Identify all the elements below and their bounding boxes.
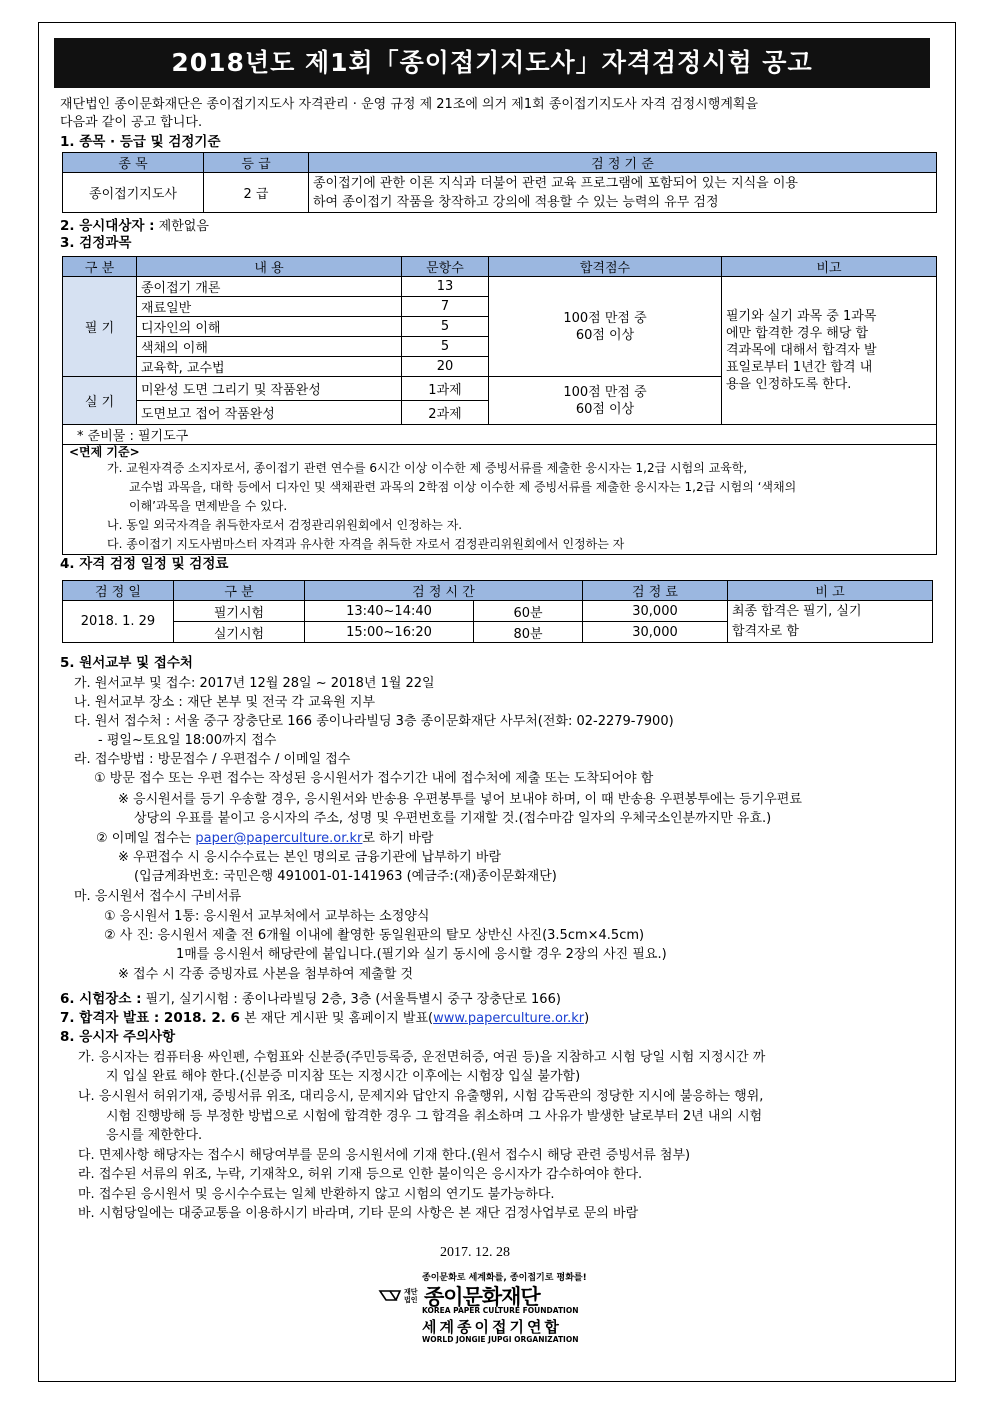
section-5-heading: 5. 원서교부 및 접수처 xyxy=(60,655,193,671)
subject-name: 교육학, 교수법 xyxy=(137,357,402,377)
exam-kind: 실기시험 xyxy=(174,622,305,643)
col-header: 검 정 기 준 xyxy=(309,153,937,173)
s8-line: 라. 접수된 서류의 위조, 누락, 기재착오, 허위 기재 등으로 인한 불이익은 응시자가 감수하여야 한다. xyxy=(78,1167,643,1182)
subject-count: 13 xyxy=(402,277,489,297)
s5-line: 다. 원서 접수처 : 서울 중구 장충단로 166 종이나라빌딩 3층 종이문화재단 사무처(전화: 02-2279-7900) xyxy=(74,714,674,729)
exam-time: 13:40~14:40 xyxy=(305,601,474,622)
logo-english-2: WORLD JONGIE JUPGI ORGANIZATION xyxy=(422,1335,579,1344)
s8-line: 지 입실 완료 해야 한다.(신분증 미지참 또는 지정시간 이후에는 시험장 입실 불가함) xyxy=(106,1069,581,1084)
col-header: 종 목 xyxy=(63,153,204,173)
col-header: 합격점수 xyxy=(489,257,722,277)
subject-note: 필기와 실기 과목 중 1과목 에만 합격한 경우 해당 합 격과목에 대해서 합격자 발 표일로부터 1년간 합격 내 용을 인정하도록 한다. xyxy=(722,277,937,425)
col-header: 구 분 xyxy=(63,257,137,277)
s8-line: 나. 응시원서 허위기재, 증빙서류 위조, 대리응시, 문제지와 답안지 유출행위, 시험 감독관의 정당한 지시에 불응하는 행위, xyxy=(78,1089,764,1104)
exam-duration: 60분 xyxy=(474,601,583,622)
col-header: 문항수 xyxy=(402,257,489,277)
page-title: 2018년도 제1회「종이접기지도사」자격검정시험 공고 xyxy=(54,38,930,88)
subject-name: 디자인의 이해 xyxy=(137,317,402,337)
section-6: 6. 시험장소 : 필기, 실기시험 : 종이나라빌딩 2층, 3층 (서울특별시 중구 장충단로 166) xyxy=(60,991,561,1007)
s8-line: 다. 면제사항 해당자는 접수시 해당여부를 문의 응시원서에 기재 한다.(원서 접수시 해당 관련 증빙서류 첨부) xyxy=(78,1148,691,1163)
subject-count: 5 xyxy=(402,317,489,337)
subject-name: 미완성 도면 그리기 및 작품완성 xyxy=(137,377,402,401)
exemption-item: 나. 동일 외국자격을 취득한자로서 검정관리위원회에서 인정하는 자. xyxy=(107,518,463,532)
s8-line: 바. 시험당일에는 대중교통을 이용하시기 바라며, 기타 문의 사항은 본 재단 검정사업부로 문의 바람 xyxy=(78,1206,639,1221)
s5-line: - 평일~토요일 18:00까지 접수 xyxy=(98,733,277,748)
section-2: 2. 응시대상자 : 제한없음 xyxy=(60,218,209,234)
notice-date: 2017. 12. 28 xyxy=(440,1245,510,1260)
s8-line: 마. 접수된 응시원서 및 응시수수료는 일체 반환하지 않고 시험의 연기도 불가능하다. xyxy=(78,1187,555,1202)
subject-name: 색채의 이해 xyxy=(137,337,402,357)
subject-count: 5 xyxy=(402,337,489,357)
cell-grade: 2 급 xyxy=(204,173,309,213)
intro-line-1: 재단법인 종이문화재단은 종이접기지도사 자격관리 · 운영 규정 제 21조에 의거 제1회 종이접기지도사 자격 검정시행계획을 xyxy=(60,97,759,112)
section-8-heading: 8. 응시자 주의사항 xyxy=(60,1029,176,1045)
email-link[interactable]: paper@paperculture.or.kr xyxy=(195,831,363,846)
s5-line: ② 사 진: 응시원서 제출 전 6개월 이내에 촬영한 동일원판의 탈모 상반신 사진(3.5cm×4.5cm) xyxy=(104,928,645,943)
section-7: 7. 합격자 발표 : 2018. 2. 6 본 재단 게시판 및 홈페이지 발표(www.paperculture.or.kr) xyxy=(60,1010,590,1026)
s8-line: 시험 진행방해 등 부정한 방법으로 시험에 합격한 경우 그 합격을 취소하며 그 사유가 발생한 날로부터 2년 내의 시험 xyxy=(106,1109,763,1124)
s5-line: 1매를 응시원서 해당란에 붙입니다.(필기와 실기 동시에 응시할 경우 2장의 사진 필요.) xyxy=(176,947,667,962)
exam-duration: 80분 xyxy=(474,622,583,643)
s5-line: 가. 원서교부 및 접수: 2017년 12월 28일 ~ 2018년 1월 22일 xyxy=(74,676,435,691)
subject-name: 종이접기 개론 xyxy=(137,277,402,297)
col-header: 검 정 료 xyxy=(583,581,728,601)
schedule-table xyxy=(62,580,933,643)
foundation-logo xyxy=(370,1264,610,1348)
s5-line: ※ 우편접수 시 응시수수료는 본인 명의로 금융기관에 납부하기 바람 xyxy=(118,850,502,865)
s5-email-line: ② 이메일 접수는 paper@paperculture.or.kr로 하기 바람 xyxy=(96,831,434,846)
exemption-item: 교수법 과목을, 대학 등에서 디자인 및 색채관련 과목의 2학점 이상 이수한 제 증빙서류를 제출한 응시자는 1,2급 시험의 ‘색채의 xyxy=(129,480,797,494)
grade-table xyxy=(62,152,937,213)
subject-count: 7 xyxy=(402,297,489,317)
subject-name: 도면보고 접어 작품완성 xyxy=(137,401,402,425)
col-header: 구 분 xyxy=(174,581,305,601)
s5-line: 나. 원서교부 장소 : 재단 본부 및 전국 각 교육원 지부 xyxy=(74,695,375,710)
subject-count: 20 xyxy=(402,357,489,377)
section-1-heading: 1. 종목 · 등급 및 검정기준 xyxy=(60,134,221,150)
s5-line: ① 응시원서 1통: 응시원서 교부처에서 교부하는 소정양식 xyxy=(104,909,430,924)
subject-name: 재료일반 xyxy=(137,297,402,317)
exemption-item: 다. 종이접기 지도사범마스터 자격과 유사한 자격을 취득한 자로서 검정관리위원회에서 인정하는 자 xyxy=(107,537,625,551)
logo-prefix: 재단법인 xyxy=(404,1288,418,1304)
col-header: 비 고 xyxy=(728,581,933,601)
s5-line: ※ 접수 시 각종 증빙자료 사본을 첨부하여 제출할 것 xyxy=(118,967,414,982)
s5-line: ① 방문 접수 또는 우편 접수는 작성된 응시원서가 접수기간 내에 접수처에 제출 또는 도착되어야 함 xyxy=(94,771,654,786)
logo-name-2: 세계종이접기연합 xyxy=(422,1318,562,1336)
col-header: 비고 xyxy=(722,257,937,277)
s5-line: 라. 접수방법 : 방문접수 / 우편접수 / 이메일 접수 xyxy=(74,752,351,767)
s8-line: 응시를 제한한다. xyxy=(106,1128,203,1143)
s5-line: 마. 응시원서 접수시 구비서류 xyxy=(74,889,242,904)
supplies-note: * 준비물 : 필기도구 xyxy=(63,425,937,445)
exemption-title: <면제 기준> xyxy=(69,445,140,459)
exam-time: 15:00~16:20 xyxy=(305,622,474,643)
practical-pass: 100점 만점 중 60점 이상 xyxy=(489,377,722,425)
cell-criteria: 종이접기에 관한 이론 지식과 더불어 관련 교육 프로그램에 포함되어 있는 지식을 이용 하여 종이접기 작품을 창작하고 강의에 적용할 수 있는 능력의 유무 검정 xyxy=(309,173,937,213)
col-header: 검 정 시 간 xyxy=(305,581,583,601)
homepage-link[interactable]: www.paperculture.or.kr xyxy=(433,1011,585,1026)
practical-label: 실 기 xyxy=(63,377,137,425)
cell-subject: 종이접기지도사 xyxy=(63,173,204,213)
exam-fee: 30,000 xyxy=(583,601,728,622)
written-label: 필 기 xyxy=(63,277,137,377)
col-header: 내 용 xyxy=(137,257,402,277)
intro-line-2: 다음과 같이 공고 합니다. xyxy=(60,115,203,130)
logo-name: 종이문화재단 xyxy=(424,1285,540,1309)
written-pass: 100점 만점 중 60점 이상 xyxy=(489,277,722,377)
logo-english: KOREA PAPER CULTURE FOUNDATION xyxy=(422,1306,579,1315)
subject-table xyxy=(62,256,937,555)
s8-line: 가. 응시자는 컴퓨터용 싸인펜, 수험표와 신분증(주민등록증, 운전면허증, 여권 등)을 지참하고 시험 당일 시험 지정시간 까 xyxy=(78,1050,766,1065)
logo-slogan: 종이문화로 세계화를, 종이접기로 평화를! xyxy=(422,1273,587,1283)
s5-line: 상당의 우표를 붙이고 응시자의 주소, 성명 및 우편번호를 기재할 것.(접수마감 일자의 우체국소인분까지만 유효.) xyxy=(134,811,772,826)
section-4-heading: 4. 자격 검정 일정 및 검정료 xyxy=(60,556,229,572)
col-header: 등 급 xyxy=(204,153,309,173)
exam-kind: 필기시험 xyxy=(174,601,305,622)
subject-count: 2과제 xyxy=(402,401,489,425)
s5-line: (입금계좌번호: 국민은행 491001-01-141963 (예금주:(재)종이문화재단) xyxy=(134,869,557,884)
subject-count: 1과제 xyxy=(402,377,489,401)
col-header: 검 정 일 xyxy=(63,581,174,601)
schedule-note: 최종 합격은 필기, 실기 합격자로 함 xyxy=(728,601,933,643)
exemption-box xyxy=(63,445,937,555)
exam-date: 2018. 1. 29 xyxy=(63,601,174,643)
exemption-item: 가. 교원자격증 소지자로서, 종이접기 관련 연수를 6시간 이상 이수한 제 증빙서류를 제출한 응시자는 1,2급 시험의 교육학, xyxy=(107,461,748,475)
section-3-heading: 3. 검정과목 xyxy=(60,235,132,251)
paper-fold-icon xyxy=(378,1288,402,1304)
s5-line: ※ 응시원서를 등기 우송할 경우, 응시원서와 반송용 우편봉투를 넣어 보내야 하며, 이 때 반송용 우편봉투에는 등기우편료 xyxy=(118,792,802,807)
exam-fee: 30,000 xyxy=(583,622,728,643)
exemption-item: 이해’과목을 면제받을 수 있다. xyxy=(129,499,288,513)
